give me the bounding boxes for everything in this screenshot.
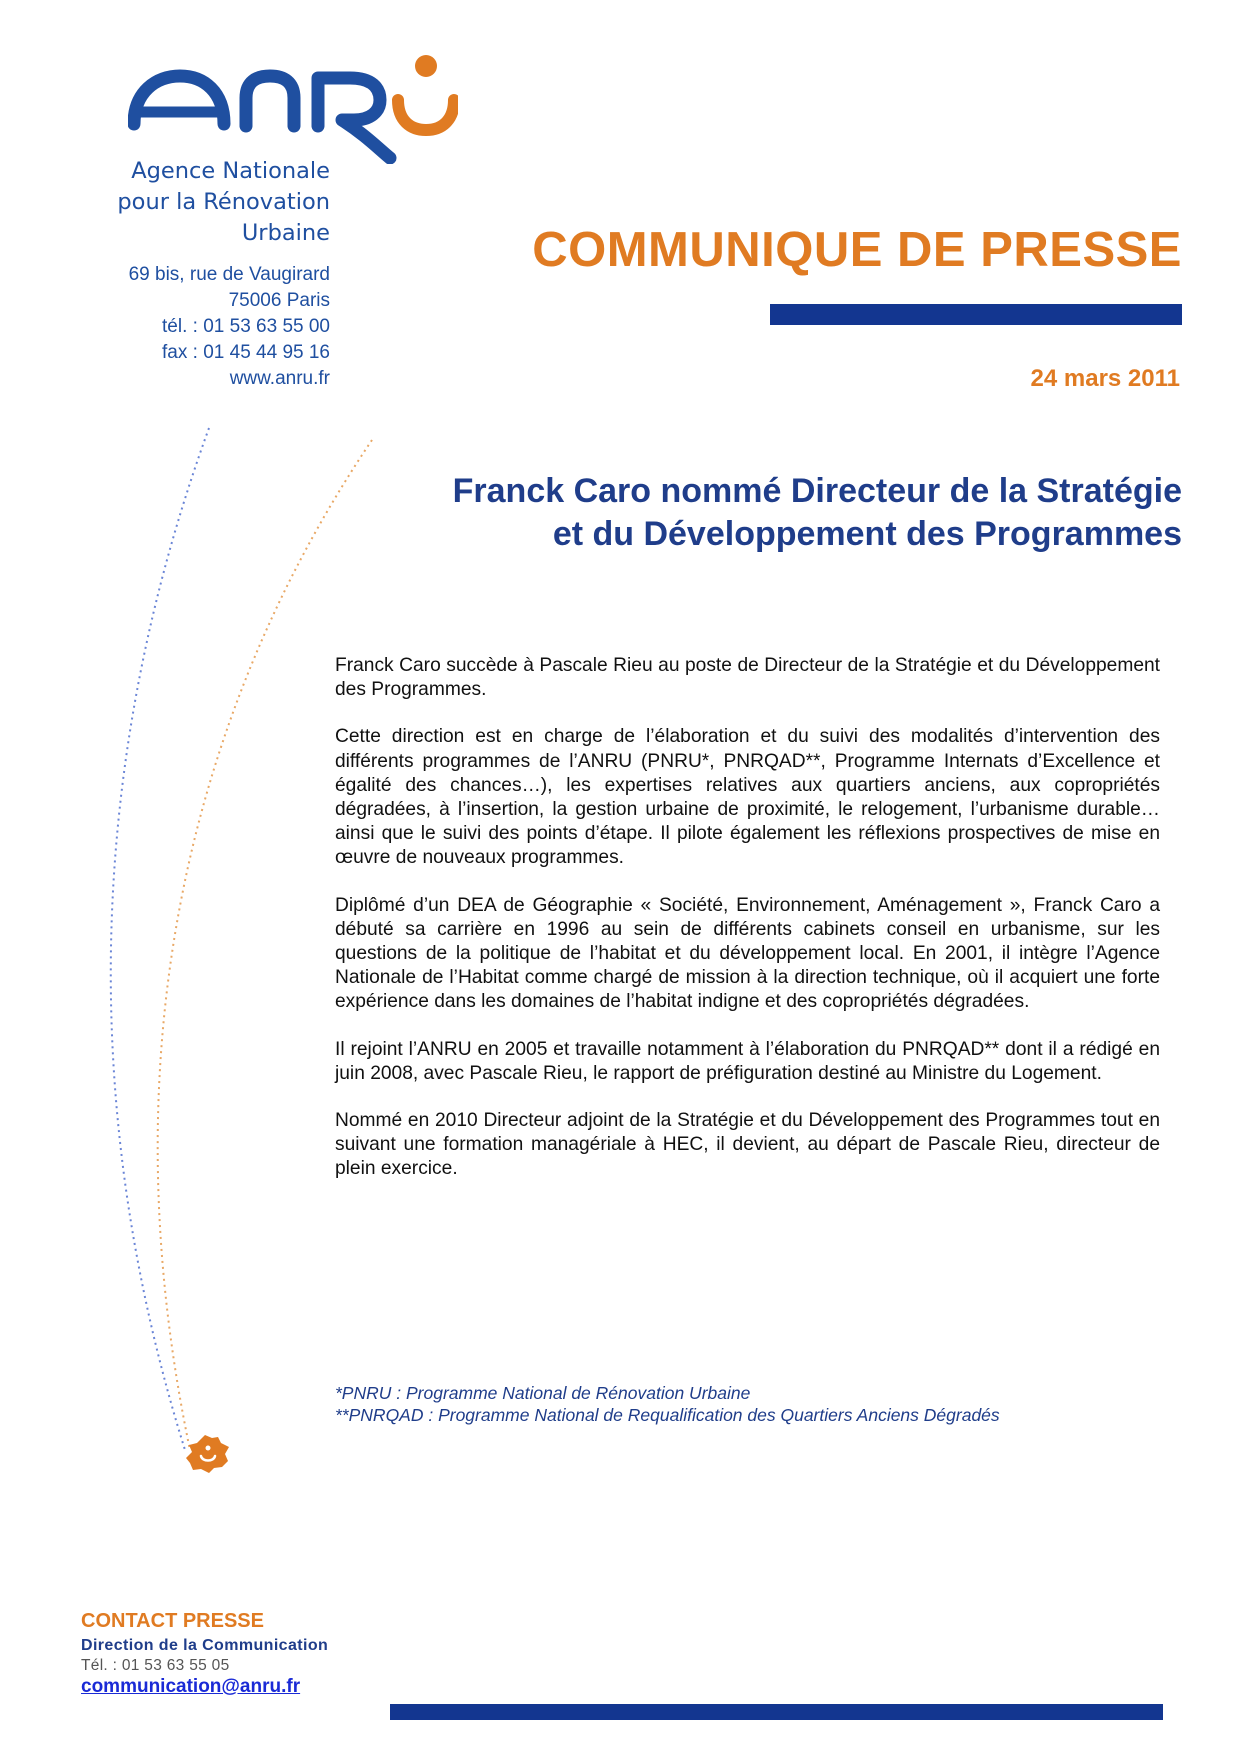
address-website[interactable]: www.anru.fr	[229, 368, 330, 389]
press-release-body	[335, 654, 1160, 1205]
france-map-icon	[185, 1434, 231, 1474]
header-divider-bar	[770, 304, 1182, 325]
address-fax: fax : 01 45 44 95 16	[162, 342, 330, 363]
body-paragraph: Diplômé d’un DEA de Géographie « Société, Environnement, Aménagement », Franck Caro a débuté sa carrière en 1996 au sein de différents cabinets conseil en urbanisme, sur les questions de la politique de l’habitat et du développement local. En 2001, il intègre l’Agence Nationale de l’Habitat comme chargé de mission à la direction technique, où il acquiert une forte expérience dans les domaines de l’habitat indigne et des copropriétés dégradées.	[335, 894, 1160, 1013]
anru-logo	[128, 54, 458, 164]
publication-date: 24 mars 2011	[1030, 365, 1180, 392]
footnotes	[335, 1382, 1195, 1426]
agency-address	[80, 262, 330, 392]
address-street: 69 bis, rue de Vaugirard	[128, 264, 330, 285]
press-release-headline	[330, 470, 1182, 556]
body-paragraph: Nommé en 2010 Directeur adjoint de la Stratégie et du Développement des Programmes tout en suivant une formation managériale à HEC, il devient, au départ de Pascale Rieu, directeur de plein exercice.	[335, 1110, 1160, 1180]
body-paragraph: Il rejoint l’ANRU en 2005 et travaille notamment à l’élaboration du PNRQAD** dont il a rédigé en juin 2008, avec Pascale Rieu, le rapport de préfiguration destiné au Ministre du Logement.	[335, 1038, 1160, 1084]
footnote: *PNRU : Programme National de Rénovation Urbaine	[335, 1383, 751, 1403]
contact-phone: Tél. : 01 53 63 55 05	[81, 1657, 230, 1674]
contact-email-link[interactable]: communication@anru.fr	[81, 1676, 301, 1697]
footer-divider-bar	[390, 1704, 1163, 1720]
agency-name-line: Urbaine	[241, 220, 330, 246]
agency-name-line: pour la Rénovation	[117, 189, 330, 215]
address-city: 75006 Paris	[228, 290, 330, 311]
contact-title: CONTACT PRESSE	[81, 1610, 264, 1632]
address-phone: tél. : 01 53 63 55 00	[162, 316, 330, 337]
footnote: **PNRQAD : Programme National de Requalification des Quartiers Anciens Dégradés	[335, 1405, 1000, 1425]
body-paragraph: Franck Caro succède à Pascale Rieu au poste de Directeur de la Stratégie et du Développement des Programmes.	[335, 655, 1160, 701]
document-type-title: COMMUNIQUE DE PRESSE	[532, 223, 1182, 277]
agency-name-line: Agence Nationale	[131, 158, 330, 184]
agency-name	[80, 156, 330, 249]
body-paragraph: Cette direction est en charge de l’élaboration et du suivi des modalités d’intervention des différents programmes de l’ANRU (PNRU*, PNRQAD**, Programme Internats d’Excellence et égalité des chances…), les expertises relatives aux quartiers anciens, aux copropriétés dégradées, à l’insertion, la gestion urbaine de proximité, le relogement, l’urbanisme durable… ainsi que le suivi des points d’étape. Il pilote également les réflexions prospectives de mise en œuvre de nouveaux programmes.	[335, 726, 1160, 869]
headline-line: et du Développement des Programmes	[552, 515, 1182, 553]
headline-line: Franck Caro nommé Directeur de la Stratégie	[452, 472, 1182, 510]
contact-department: Direction de la Communication	[81, 1637, 329, 1654]
